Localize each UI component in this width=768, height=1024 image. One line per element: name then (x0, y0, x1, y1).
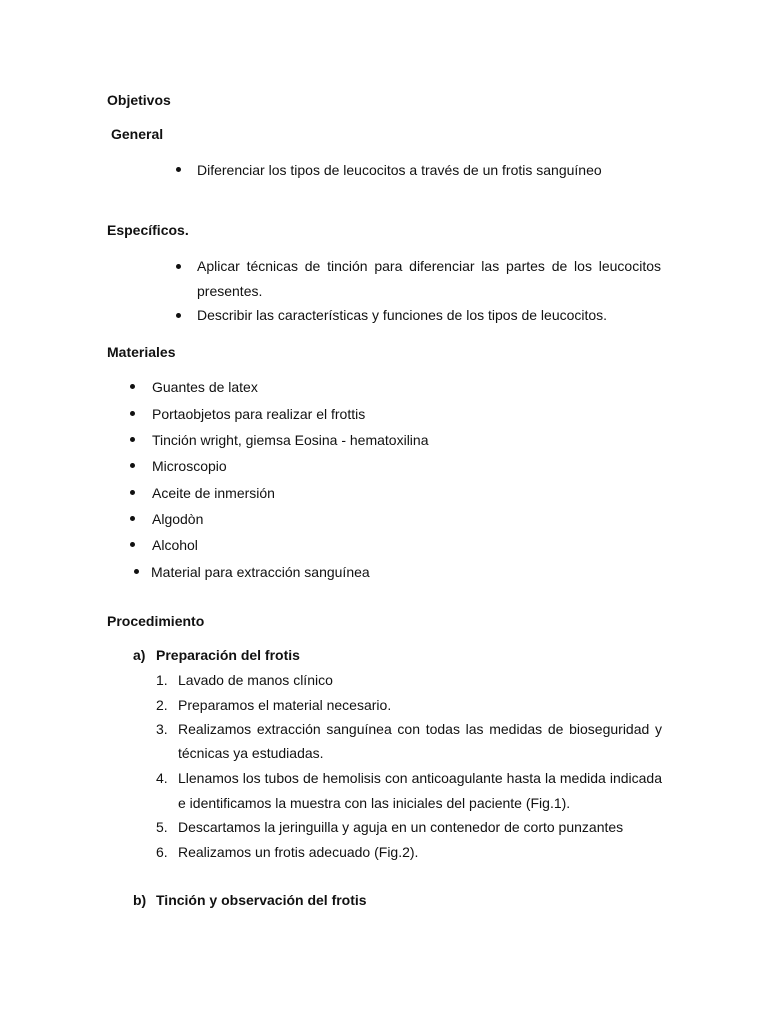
especifico-item-2: Describir las características y funciones de los tipos de leucocitos. (197, 307, 608, 323)
step-text-continued: e identificamos la muestra con las iniciales del paciente (Fig.1). (178, 795, 571, 811)
heading-especificos: Específicos. (107, 222, 189, 238)
general-item-1: Diferenciar los tipos de leucocitos a través de un frotis sanguíneo (197, 162, 602, 178)
material-item: Aceite de inmersión (152, 485, 275, 501)
step-number: 6. (156, 844, 168, 860)
bullet-icon (130, 384, 135, 389)
step-number: 1. (156, 672, 168, 688)
step-text-continued: técnicas ya estudiadas. (178, 745, 324, 761)
bullet-icon (130, 437, 135, 442)
bullet-icon (130, 542, 135, 547)
material-item: Material para extracción sanguínea (151, 564, 370, 580)
material-item: Microscopio (152, 458, 227, 474)
heading-procedimiento: Procedimiento (107, 613, 205, 629)
heading-objetivos: Objetivos (107, 92, 171, 108)
step-text: Lavado de manos clínico (178, 672, 333, 688)
bullet-icon (130, 490, 135, 495)
heading-materiales: Materiales (107, 344, 176, 360)
section-a-marker: a) (133, 647, 146, 663)
especifico-item-1-line1: Aplicar técnicas de tinción para diferenciar las partes de los leucocitos (197, 258, 661, 274)
section-b-title: Tinción y observación del frotis (156, 892, 367, 908)
step-text: Descartamos la jeringuilla y aguja en un contenedor de corto punzantes (178, 819, 624, 835)
bullet-icon (176, 313, 181, 318)
heading-general: General (111, 126, 164, 142)
bullet-icon (176, 264, 181, 269)
step-text: Realizamos extracción sanguínea con todas las medidas de bioseguridad y (178, 721, 662, 737)
material-item: Algodòn (152, 511, 204, 527)
material-item: Tinción wright, giemsa Eosina - hematoxilina (152, 432, 429, 448)
step-text: Llenamos los tubos de hemolisis con anticoagulante hasta la medida indicada (178, 770, 662, 786)
step-number: 3. (156, 721, 168, 737)
bullet-icon (130, 463, 135, 468)
step-text: Preparamos el material necesario. (178, 697, 392, 713)
step-text: Realizamos un frotis adecuado (Fig.2). (178, 844, 419, 860)
material-item: Guantes de latex (152, 379, 258, 395)
section-a-title: Preparación del frotis (156, 647, 300, 663)
especifico-item-1-line2: presentes. (197, 283, 263, 299)
bullet-icon (130, 516, 135, 521)
material-item: Alcohol (152, 537, 198, 553)
bullet-icon (176, 167, 181, 172)
step-number: 2. (156, 697, 168, 713)
bullet-icon (134, 569, 139, 574)
section-b-marker: b) (133, 892, 147, 908)
material-item: Portaobjetos para realizar el frottis (152, 406, 366, 422)
step-number: 4. (156, 770, 168, 786)
bullet-icon (130, 411, 135, 416)
step-number: 5. (156, 819, 168, 835)
